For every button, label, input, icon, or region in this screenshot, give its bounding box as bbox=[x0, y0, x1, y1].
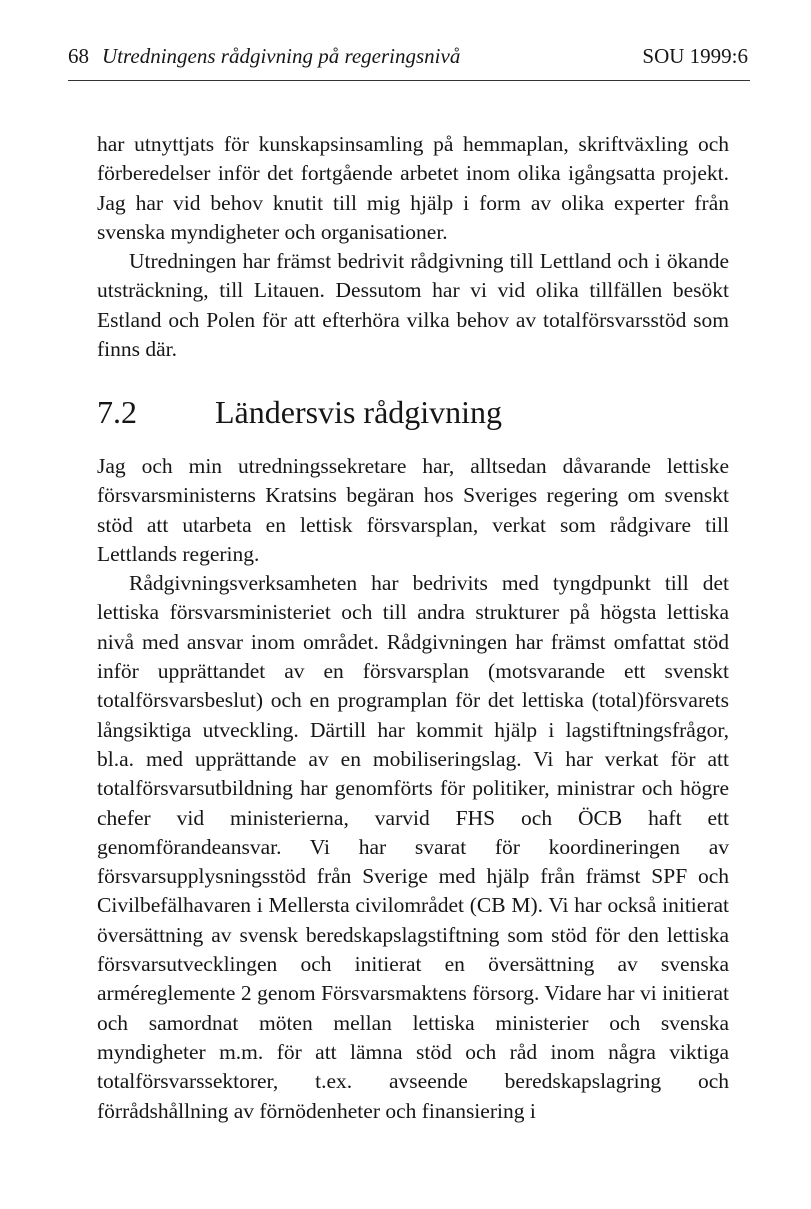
header-rule bbox=[68, 80, 750, 81]
page-header bbox=[68, 44, 748, 74]
section-paragraph-1: Jag och min utredningssekretare har, alltsedan dåvarande lettiske försvarsministerns Kratsins begäran hos Sveriges regering om svenskt stöd att utarbeta en lettisk försvarsplan, verkat som rådgivare till Lettlands regering. bbox=[97, 454, 729, 566]
section-title: Ländersvis rådgivning bbox=[215, 394, 503, 430]
page-number: 68 bbox=[68, 44, 89, 68]
section-text bbox=[97, 452, 729, 1126]
section-heading bbox=[97, 394, 502, 431]
intro-text bbox=[97, 130, 729, 364]
section-number: 7.2 bbox=[97, 394, 137, 430]
section-paragraph-2: Rådgivningsverksamheten har bedrivits med tyngdpunkt till det lettiska försvarsministeriet och till andra strukturer på högsta lettiska nivå med ansvar inom området. Rådgivningen har främst omfattat stöd inför upprättandet av en försvarsplan (motsvarande ett svenskt totalförsvarsbeslut) och en programplan för det lettiska (total)försvarets långsiktiga utveckling. Därtill har kommit hjälp i lagstiftningsfrågor, bl.a. med upprättande av en mobiliseringslag. Vi har verkat för att totalförsvarsutbildning har genomförts för politiker, ministrar och högre chefer vid ministerierna, varvid FHS och ÖCB haft ett genomförandeansvar. Vi har svarat för koordineringen av försvarsupplysningsstöd från Sverige med hjälp från främst SPF och Civilbefälhavaren i Mellersta civilområdet (CB M). Vi har också initierat översättning av svensk beredskapslagstiftning som stöd för den lettiska försvarsutvecklingen och initierat en översättning av svenska arméreglemente 2 genom Försvarsmaktens försorg. Vidare har vi initierat och samordnat möten mellan lettiska ministerier och svenska myndigheter m.m. för att lämna stöd och råd inom några viktiga totalförsvarssektorer, t.ex. avseende beredskapslagring och förrådshållning av förnödenheter och finansiering i bbox=[97, 571, 729, 1123]
intro-paragraph-1: har utnyttjats för kunskapsinsamling på hemmaplan, skriftväxling och förberedelser inför det fortgående arbetet inom olika igångsatta projekt. Jag har vid behov knutit till mig hjälp i form av olika experter från svenska myndigheter och organisationer. bbox=[97, 132, 729, 244]
running-title: Utredningens rådgivning på regeringsnivå bbox=[102, 44, 461, 68]
intro-paragraph-2: Utredningen har främst bedrivit rådgivning till Lettland och i ökande utsträckning, till Litauen. Dessutom har vi vid olika tillfällen besökt Estland och Polen för att efterhöra vilka behov av totalförsvarsstöd som finns där. bbox=[97, 249, 729, 362]
series-number: SOU 1999:6 bbox=[642, 44, 748, 68]
